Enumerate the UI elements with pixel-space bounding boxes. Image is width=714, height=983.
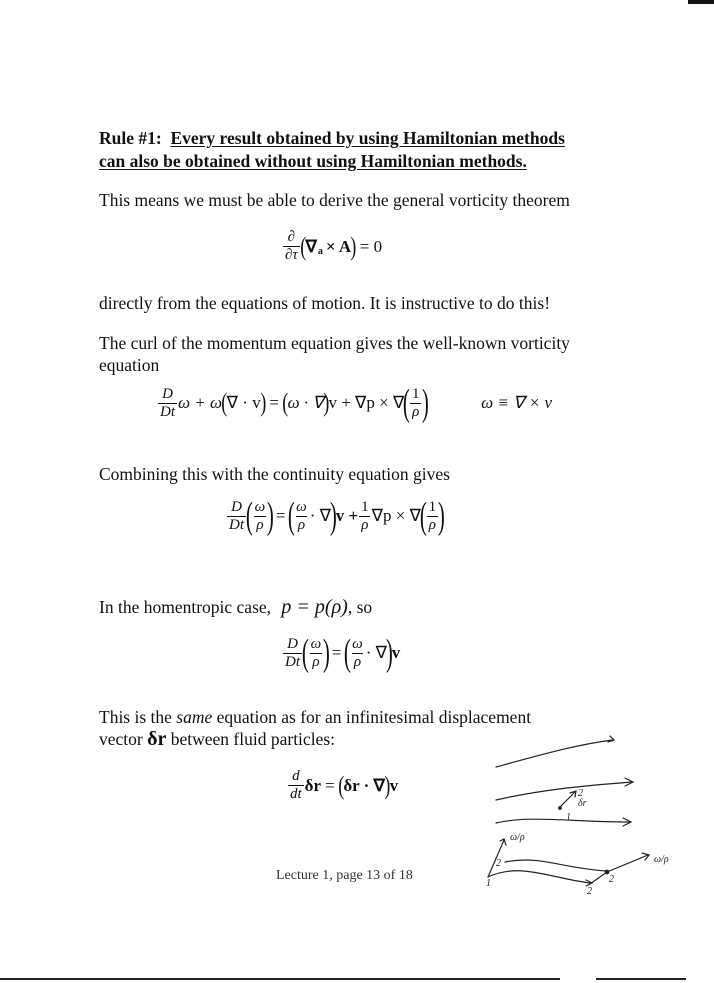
sketch-label: 1 (486, 878, 491, 889)
sketch-label: ω/ρ (510, 832, 525, 843)
dot-nabla: · ∇ (365, 643, 388, 662)
paren-open: ( (300, 231, 307, 261)
subscript-a: a (317, 246, 323, 257)
paragraph-3-line-1: The curl of the momentum equation gives the well-known vorticity (99, 333, 570, 353)
frac-numerator: ω (352, 635, 363, 652)
equals-zero: = 0 (359, 236, 383, 256)
frac-denominator: ρ (412, 403, 420, 420)
rule-prefix: Rule #1: (99, 128, 162, 148)
frac-numerator: 1 (428, 498, 437, 515)
equals-sign: = (325, 775, 335, 795)
equals-sign: = (269, 393, 279, 412)
paren-close: ) (384, 770, 391, 800)
velocity-v: v (389, 775, 399, 795)
paren-open: ( (221, 388, 228, 417)
divergence-v: ∇ · v (226, 393, 261, 412)
p6-part-2: equation as for an infinitesimal displacement (216, 707, 532, 727)
sketch-label: 2 (587, 886, 592, 897)
sketch-label: 2 (496, 858, 501, 869)
frac-denominator: ∂τ (285, 247, 298, 263)
frac-numerator: ω (310, 635, 322, 652)
vorticity-definition: ω ≡ ∇ × v (481, 393, 553, 412)
frac-numerator: D (162, 385, 173, 402)
paren-open: ( (337, 770, 345, 800)
frac-numerator: d (292, 768, 300, 784)
frac-numerator: 1 (361, 498, 369, 515)
sketch-label: 2 (609, 874, 614, 885)
particle-1-dot (559, 807, 562, 810)
material-line-top (505, 860, 607, 871)
equals-sign: = (331, 643, 342, 662)
frac-denominator: ρ (297, 516, 306, 533)
frac-denominator: Dt (160, 403, 175, 420)
cross-A: × A (325, 236, 352, 256)
arrowhead (608, 736, 614, 742)
paren-close: ) (421, 382, 429, 424)
homentropic-relation: p = p(ρ) (281, 596, 348, 618)
p6-part-1: This is the (99, 707, 172, 727)
v-plus: v + (335, 506, 359, 525)
paren-close: ) (437, 495, 445, 537)
velocity-v: v (391, 643, 401, 662)
frac-denominator: Dt (285, 653, 300, 670)
paragraph-3-line-2: equation (99, 355, 160, 375)
sketch-label: 1 (566, 812, 571, 823)
paren-close: ) (323, 632, 331, 674)
paren-open: ( (282, 388, 289, 417)
frac-denominator: ρ (312, 653, 320, 670)
delta-r-dot-nabla: δr · ∇ (343, 775, 385, 795)
p7-suffix: between fluid particles: (170, 729, 335, 749)
p5-suffix: , so (347, 597, 373, 617)
baroclinic-term: ∇p × ∇ (371, 506, 421, 525)
paren-open: ( (343, 632, 351, 674)
frac-denominator: ρ (353, 653, 362, 670)
delta-r: δr (304, 775, 322, 795)
p5-prefix: In the homentropic case, (99, 597, 272, 617)
frac-numerator: D (231, 498, 242, 515)
frac-denominator: ρ (428, 516, 436, 533)
streamline-2 (496, 782, 632, 800)
paren-close: ) (260, 388, 267, 417)
frac-numerator: ω (296, 498, 307, 515)
frac-denominator: dt (290, 786, 302, 802)
equals-sign: = (275, 506, 286, 525)
frac-denominator: Dt (229, 516, 244, 533)
material-line-bottom (488, 871, 590, 883)
delta-r-symbol: δr (147, 728, 167, 750)
paren-close: ) (329, 495, 337, 537)
omega-dot-nabla: ω · ∇ (287, 393, 324, 412)
omega-terms: ω + ω (178, 393, 222, 412)
vorticity-arrow-2 (590, 855, 648, 884)
frac-denominator: ρ (361, 516, 369, 533)
paren-open: ( (245, 495, 253, 537)
frac-numerator: D (287, 635, 298, 652)
sketch-label: ω/ρ (654, 854, 669, 865)
sketch-label: 2 (578, 788, 583, 799)
delta-r-arrow (560, 792, 575, 807)
paren-open: ( (287, 495, 295, 537)
bottom-rule-right (596, 978, 686, 980)
streamline-3 (496, 819, 630, 823)
frac-numerator: ∂ (287, 229, 296, 245)
paragraph-2: directly from the equations of motion. It is instructive to do this! (99, 293, 551, 313)
page-footer: Lecture 1, page 13 of 18 (276, 868, 413, 883)
paren-close: ) (267, 495, 275, 537)
bottom-rule (0, 978, 560, 980)
paren-open: ( (403, 382, 411, 424)
streamline-1 (496, 740, 612, 767)
paren-close: ) (350, 231, 357, 261)
paragraph-4: Combining this with the continuity equation gives (99, 464, 450, 484)
paren-close: ) (323, 388, 330, 417)
paren-open: ( (419, 495, 427, 537)
dot-nabla: · ∇ (309, 506, 332, 525)
rule-line-1: Every result obtained by using Hamiltonian methods (170, 128, 565, 148)
paragraph-1: This means we must be able to derive the general vorticity theorem (99, 190, 570, 210)
paren-open: ( (301, 632, 309, 674)
paren-close: ) (385, 632, 393, 674)
p6-italic: same (176, 707, 213, 727)
baroclinic-term: v + ∇p × ∇ (328, 393, 405, 412)
frac-numerator: 1 (412, 385, 420, 402)
rule-line-2: can also be obtained without using Hamiltonian methods. (99, 151, 527, 171)
p7-prefix: vector (99, 729, 143, 749)
nabla-symbol: ∇ (305, 236, 317, 256)
sketch-label: δr (578, 798, 587, 809)
frac-numerator: ω (254, 498, 266, 515)
frac-denominator: ρ (256, 516, 264, 533)
